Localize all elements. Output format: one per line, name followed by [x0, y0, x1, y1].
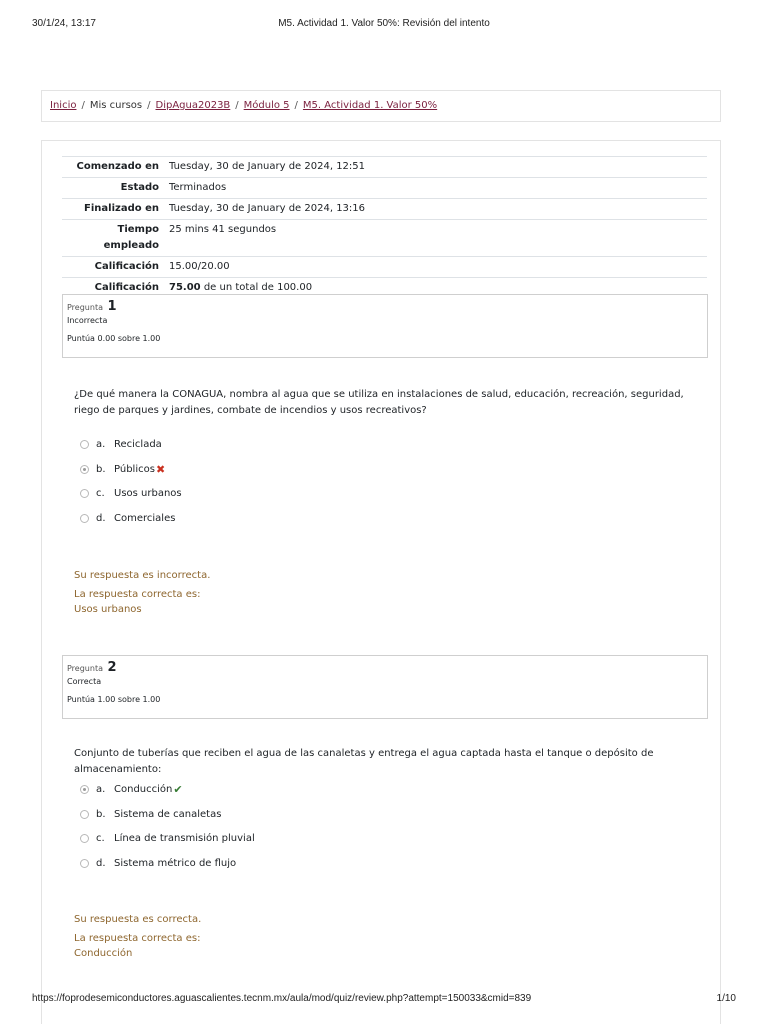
answer-letter: d.	[96, 857, 106, 869]
summary-row-started	[62, 157, 707, 178]
summary-label	[62, 220, 165, 257]
breadcrumb-separator: /	[235, 100, 239, 111]
answer-text: Sistema de canaletas	[114, 808, 222, 820]
question-number-value: 2	[107, 660, 117, 675]
question-state: Correcta	[67, 677, 102, 686]
print-url: https://foprodesemiconductores.aguascalientes.tecnm.mx/aula/mod/quiz/review.php?attempt=150033&cmid=839	[32, 993, 532, 1004]
radio-button[interactable]	[80, 810, 89, 819]
answer-text: Reciclada	[114, 438, 162, 450]
answer-option[interactable]	[80, 432, 182, 457]
summary-value: Tuesday, 30 de January de 2024, 13:16	[169, 203, 366, 214]
correct-answer-value: Usos urbanos	[74, 604, 142, 615]
answer-text: Sistema métrico de flujo	[114, 857, 237, 869]
answer-option[interactable]	[80, 457, 182, 482]
summary-row-marks	[62, 257, 707, 278]
question-number	[67, 660, 707, 675]
question-grade: Puntúa 0.00 sobre 1.00	[67, 334, 161, 343]
breadcrumb	[41, 90, 721, 122]
radio-button[interactable]	[80, 834, 89, 843]
question-label: Pregunta	[67, 664, 103, 673]
summary-row-time-taken	[62, 220, 707, 257]
radio-button[interactable]	[80, 514, 89, 523]
correct-answer-value: Conducción	[74, 948, 133, 959]
breadcrumb-module-link[interactable]: Módulo 5	[243, 100, 290, 111]
breadcrumb-separator: /	[147, 100, 151, 111]
radio-button[interactable]	[80, 440, 89, 449]
quiz-review-region	[41, 140, 721, 1024]
correct-answer-label: La respuesta correcta es:	[74, 589, 201, 600]
answer-option[interactable]	[80, 506, 182, 531]
summary-value: 15.00/20.00	[169, 261, 230, 272]
incorrect-icon: ✖	[155, 462, 166, 476]
question-1-info	[62, 294, 708, 358]
summary-label-line: Tiempo	[117, 224, 159, 235]
question-2-text: Conjunto de tuberías que reciben el agua de las canaletas y entrega el agua captada hasta el tanque o depósito de almacenamiento:	[74, 748, 654, 775]
summary-value: Terminados	[169, 182, 227, 193]
question-1-text: ¿De qué manera la CONAGUA, nombra al agua que se utiliza en instalaciones de salud, educación, recreación, seguridad, riego de parques y jardines, combate de incendios y usos recreativos?	[74, 389, 684, 416]
print-page-title: M5. Actividad 1. Valor 50%: Revisión del intento	[278, 18, 490, 29]
radio-button-selected[interactable]	[80, 465, 89, 474]
grade-score: 75.00	[169, 282, 201, 293]
radio-button-selected[interactable]	[80, 785, 89, 794]
summary-label: Comenzado en	[76, 161, 159, 172]
breadcrumb-separator: /	[294, 100, 298, 111]
breadcrumb-my-courses: Mis cursos	[89, 100, 143, 111]
radio-button[interactable]	[80, 489, 89, 498]
answer-option[interactable]	[80, 481, 182, 506]
answer-option[interactable]	[80, 802, 255, 827]
answer-text: Comerciales	[114, 512, 176, 524]
question-2-feedback	[74, 912, 201, 961]
feedback-result: Su respuesta es incorrecta.	[74, 570, 211, 581]
summary-label: Calificación	[94, 261, 159, 272]
question-number-value: 1	[107, 299, 117, 314]
feedback-result: Su respuesta es correcta.	[74, 914, 202, 925]
breadcrumb-course-link[interactable]: DipAgua2023B	[155, 100, 231, 111]
question-2-answers	[80, 777, 255, 876]
answer-option[interactable]	[80, 826, 255, 851]
breadcrumb-home-link[interactable]: Inicio	[50, 100, 77, 111]
grade-suffix: de un total de 100.00	[203, 282, 313, 293]
answer-text: Públicos	[114, 463, 155, 475]
summary-value: 25 mins 41 segundos	[169, 224, 277, 235]
print-header	[32, 18, 736, 32]
answer-letter: b.	[96, 808, 106, 820]
summary-row-state	[62, 178, 707, 199]
summary-label: Estado	[120, 182, 159, 193]
attempt-summary-table	[62, 156, 707, 298]
summary-value: Tuesday, 30 de January de 2024, 12:51	[169, 161, 366, 172]
print-datetime: 30/1/24, 13:17	[32, 18, 96, 29]
answer-letter: a.	[96, 783, 106, 795]
answer-option[interactable]	[80, 777, 255, 802]
breadcrumb-separator: /	[81, 100, 85, 111]
correct-answer-label: La respuesta correcta es:	[74, 933, 201, 944]
question-1-feedback	[74, 568, 210, 617]
answer-letter: c.	[96, 488, 105, 500]
answer-letter: c.	[96, 833, 105, 845]
question-state: Incorrecta	[67, 316, 108, 325]
summary-label: Finalizado en	[84, 203, 159, 214]
question-grade: Puntúa 1.00 sobre 1.00	[67, 695, 161, 704]
answer-letter: d.	[96, 512, 106, 524]
summary-row-finished	[62, 199, 707, 220]
summary-label-line: empleado	[103, 240, 159, 251]
breadcrumb-activity-link[interactable]: M5. Actividad 1. Valor 50%	[302, 100, 438, 111]
correct-check-icon: ✔	[173, 782, 183, 796]
answer-letter: a.	[96, 438, 106, 450]
radio-button[interactable]	[80, 859, 89, 868]
print-footer	[32, 993, 736, 1007]
question-2-info	[62, 655, 708, 719]
print-page-number: 1/10	[716, 993, 736, 1004]
question-number	[67, 299, 707, 314]
answer-option[interactable]	[80, 851, 255, 876]
summary-label: Calificación	[94, 282, 159, 293]
question-label: Pregunta	[67, 303, 103, 312]
question-1-answers	[80, 432, 182, 531]
answer-text: Línea de transmisión pluvial	[114, 833, 255, 845]
answer-text: Usos urbanos	[114, 488, 182, 500]
answer-letter: b.	[96, 463, 106, 475]
answer-text: Conducción	[114, 783, 173, 795]
